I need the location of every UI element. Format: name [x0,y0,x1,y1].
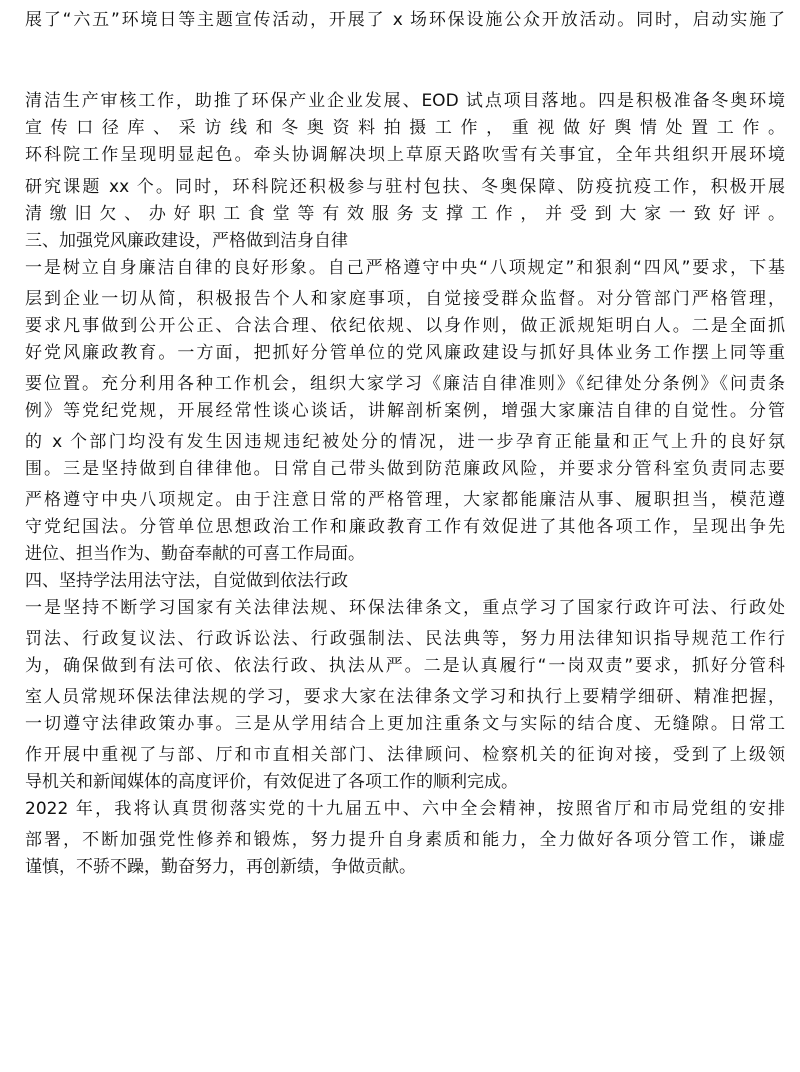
text-line: 作开展中重视了与部、厅和市直相关部门、法律顾问、检察机关的征询对接，受到了上级领 [25,745,785,765]
text-line: 守党纪国法。分管单位思想政治工作和廉政教育工作有效促进了其他各项工作，呈现出争先 [25,517,785,537]
text-line: 要位置。充分利用各种工作机会，组织大家学习《廉洁自律准则》《纪律处分条例》《问责条 [25,374,785,394]
section-heading: 四、坚持学法用法守法，自觉做到依法行政 [25,571,348,591]
text-line: 层到企业一切从简，积极报告个人和家庭事项，自觉接受群众监督。对分管部门严格管理， [25,289,785,309]
text-line: 环科院工作呈现明显起色。牵头协调解决坝上草原天路吹雪有关事宜，全年共组织开展环境 [25,145,785,165]
text-line: 罚法、行政复议法、行政诉讼法、行政强制法、民法典等，努力用法律知识指导规范工作行 [25,629,785,649]
text-line: 围。三是坚持做到自律律他。日常自己带头做到防范廉政风险，并要求分管科室负责同志要 [25,459,785,479]
text-line: 为，确保做到有法可依、依法行政、执法从严。二是认真履行“一岗双责”要求，抓好分管科 [25,656,785,676]
text-line: 要求凡事做到公开公正、合法合理、依纪依规、以身作则，做正派规矩明白人。二是全面抓 [25,316,785,336]
text-line: 宣传口径库、采访线和冬奥资料拍摄工作，重视做好舆情处置工作。 [25,118,785,138]
text-line: 进位、担当作为、勤奋奉献的可喜工作局面。 [25,544,365,564]
text-line: 研究课题 xx 个。同时，环科院还积极参与驻村包扶、冬奥保障、防疫抗疫工作，积极开展 [25,177,785,197]
text-line: 室人员常规环保法律法规的学习，要求大家在法律条文学习和执行上要精学细研、精准把握， [25,687,785,707]
text-line: 一是树立自身廉洁自律的良好形象。自己严格遵守中央“八项规定”和狠刹“四风”要求，下基 [25,258,785,278]
text-line: 严格遵守中央八项规定。由于注意日常的严格管理，大家都能廉洁从事、履职担当，模范遵 [25,490,785,510]
text-line: 一切遵守法律政策办事。三是从学用结合上更加注重条文与实际的结合度、无缝隙。日常工 [25,714,785,734]
text-line: 例》等党纪党规，开展经常性谈心谈话，讲解剖析案例，增强大家廉洁自律的自觉性。分管 [25,401,785,421]
text-line: 清洁生产审核工作，助推了环保产业企业发展、EOD 试点项目落地。四是积极准备冬奥环境 [25,91,785,111]
text-line: 谨慎，不骄不躁，勤奋努力，再创新绩，争做贡献。 [25,857,416,877]
text-line: 清缴旧欠、办好职工食堂等有效服务支撑工作，并受到大家一致好评。 [25,204,785,224]
section-heading: 三、加强党风廉政建设，严格做到洁身自律 [25,231,348,251]
text-line: 好党风廉政教育。一方面，把抓好分管单位的党风廉政建设与抓好具体业务工作摆上同等重 [25,343,785,363]
text-line: 的 x 个部门均没有发生因违规违纪被处分的情况，进一步孕育正能量和正气上升的良好氛 [25,432,785,452]
text-line: 展了“六五”环境日等主题宣传活动，开展了 x 场环保设施公众开放活动。同时，启动实施了 [25,10,785,30]
text-line: 2022 年，我将认真贯彻落实党的十九届五中、六中全会精神，按照省厅和市局党组的安排 [25,799,785,819]
text-line: 一是坚持不断学习国家有关法律法规、环保法律条文，重点学习了国家行政许可法、行政处 [25,598,785,618]
text-line: 导机关和新闻媒体的高度评价，有效促进了各项工作的顺利完成。 [25,772,518,792]
text-line: 部署，不断加强党性修养和锻炼，努力提升自身素质和能力，全力做好各项分管工作，谦虚 [25,830,785,850]
